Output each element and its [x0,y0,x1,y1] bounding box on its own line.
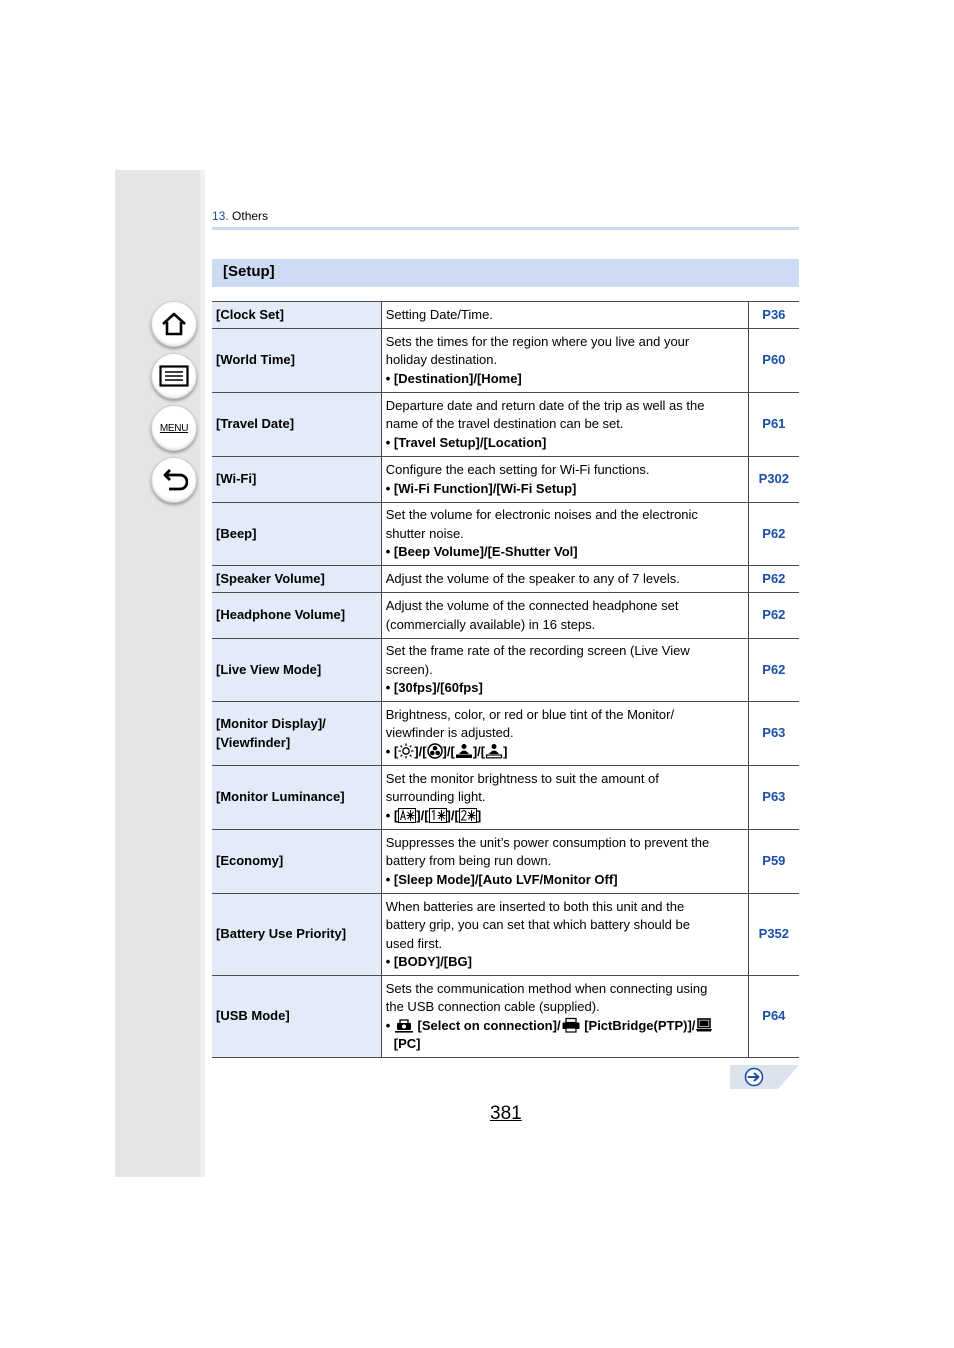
setting-name: [Clock Set] [212,302,381,329]
table-row [212,766,799,830]
page-link[interactable]: P302 [748,457,799,503]
setting-description [381,639,748,702]
page-link[interactable]: P352 [748,894,799,976]
table-row [212,830,799,894]
setting-description [381,702,748,766]
page-link[interactable]: P63 [748,702,799,766]
color-icon [427,743,443,759]
description-line: shutter noise. [385,525,464,541]
blue-tint-icon [485,743,503,759]
setting-name: [Beep] [212,503,381,566]
description-line: Brightness, color, or red or blue tint of the Monitor/ [385,706,675,722]
setting-options: • [Wi-Fi Function]/[Wi-Fi Setup] [385,480,577,496]
description-line: Set the volume for electronic noises and the electronic [385,507,698,523]
table-row [212,639,799,702]
setting-options: • [ ]/[ ]/[ ] [385,807,482,823]
options-text: [Destination]/[Home] [393,370,522,386]
setting-name: [Monitor Luminance] [212,766,381,830]
menu-icon: MENU [159,422,189,434]
description-line: surrounding light. [385,789,486,805]
setting-options: • [Sleep Mode]/[Auto LVF/Monitor Off] [385,871,618,887]
setting-name: [Wi-Fi] [212,457,381,503]
setting-name: [Headphone Volume] [212,593,381,639]
table-row [212,702,799,766]
setting-description [381,894,748,976]
page-link[interactable]: P62 [748,593,799,639]
home-button[interactable] [151,301,197,347]
chapter-title: Others [232,209,269,223]
options-text: [Travel Setup]/[Location] [393,434,547,450]
setting-description [381,503,748,566]
chapter-number: 13. [212,209,229,223]
description-line: the USB connection cable (supplied). [385,999,600,1014]
page-link[interactable]: P59 [748,830,799,894]
next-page-button[interactable] [730,1065,799,1089]
setting-options: • [Travel Setup]/[Location] [385,434,547,450]
page-link[interactable]: P60 [748,329,799,393]
options-text: [Sleep Mode]/[Auto LVF/Monitor Off] [393,871,618,887]
select-connection-icon [394,1017,414,1033]
setting-name: [USB Mode] [212,976,381,1058]
setting-name: [Travel Date] [212,393,381,457]
setup-table [212,301,799,1058]
back-button[interactable] [151,457,197,503]
description-line: used first. [385,935,443,951]
pc-icon [695,1017,713,1033]
setting-options: • [ ]/[ ]/[ ]/[ ] [385,743,508,759]
home-icon [160,311,188,337]
setting-description [381,566,748,593]
options-text: [30fps]/[60fps] [393,680,483,696]
auto-luminance-icon [398,808,416,823]
description-line: (commercially available) in 16 steps. [385,616,596,632]
setting-description [381,976,748,1058]
setting-name: [Speaker Volume] [212,566,381,593]
page-link[interactable]: P61 [748,393,799,457]
setting-description [381,593,748,639]
luminance-mode2-icon [459,808,477,823]
table-row [212,593,799,639]
setting-name: [Battery Use Priority] [212,894,381,976]
table-row [212,393,799,457]
pictbridge-printer-icon [561,1017,581,1033]
description-line: Adjust the volume of the speaker to any of 7 levels. [385,570,680,586]
description-line: When batteries are inserted to both this unit and the [385,898,685,914]
setting-description [381,830,748,894]
setting-description [381,393,748,457]
description-line: viewfinder is adjusted. [385,725,514,741]
setting-options: • [Destination]/[Home] [385,370,522,386]
page-link[interactable]: P62 [748,503,799,566]
setting-description [381,766,748,830]
table-row [212,503,799,566]
description-line: battery from being run down. [385,853,552,869]
description-line: Set the monitor brightness to suit the amount of [385,770,659,786]
setting-name [212,702,381,766]
options-text: [Wi-Fi Function]/[Wi-Fi Setup] [393,480,577,496]
table-row [212,566,799,593]
setting-options: • [30fps]/[60fps] [385,680,483,696]
setting-description [381,302,748,329]
setting-name-line: [Monitor Display]/ [216,716,326,731]
setting-description [381,329,748,393]
setting-name: [Live View Mode] [212,639,381,702]
header-divider [212,227,799,230]
sun-icon [398,743,414,759]
sidebar-edge [200,170,205,1177]
breadcrumb [212,209,268,223]
description-line: Departure date and return date of the trip as well as the [385,397,705,413]
setting-name-line: [Viewfinder] [216,734,291,750]
table-row [212,457,799,503]
description-line: Sets the communication method when connecting using [385,980,708,996]
usb-option-pictbridge: [PictBridge(PTP)]/ [584,1017,696,1033]
usb-option-pc: [PC] [393,1036,421,1051]
setting-name: [Economy] [212,830,381,894]
table-row [212,329,799,393]
usb-option-select: [Select on connection]/ [417,1017,561,1033]
menu-button[interactable] [151,405,197,451]
luminance-mode1-icon [429,808,447,823]
description-line: Sets the times for the region where you live and your [385,333,690,349]
description-line: Configure the each setting for Wi-Fi functions. [385,462,650,477]
page-link[interactable]: P36 [748,302,799,329]
page-link[interactable]: P64 [748,976,799,1058]
description-line: Set the frame rate of the recording screen (Live View [385,643,690,659]
table-row [212,302,799,329]
red-tint-icon [455,743,473,759]
page-link[interactable]: P63 [748,766,799,830]
description-line: screen). [385,661,433,677]
section-header [212,259,799,287]
description-line: Adjust the volume of the connected headphone set [385,598,679,613]
contents-button[interactable] [151,353,197,399]
description-line: Suppresses the unit’s power consumption to prevent the [385,834,710,850]
description-line: Setting Date/Time. [385,306,493,322]
table-row [212,894,799,976]
description-line: name of the travel destination can be set. [385,416,624,432]
page-link[interactable]: P62 [748,639,799,702]
page-link[interactable]: P62 [748,566,799,593]
back-arrow-icon [160,467,188,493]
setting-name: [World Time] [212,329,381,393]
setting-options: • [BODY]/[BG] [385,954,472,969]
description-line: holiday destination. [385,352,498,368]
next-page-arrow-icon [746,1069,763,1086]
table-row [212,976,799,1058]
options-text: [BODY]/[BG] [393,954,472,969]
page-number: 381 [490,1103,522,1124]
options-text: [Beep Volume]/[E-Shutter Vol] [393,544,578,560]
list-icon [159,365,189,387]
setting-description [381,457,748,503]
setting-options: • [Beep Volume]/[E-Shutter Vol] [385,544,578,560]
section-title: [Setup] [223,263,275,280]
setting-options: • [Select on connection]/ [PictBridge(PTP)]/ [PC] [386,1017,744,1054]
description-line: battery grip, you can set that which battery should be [385,917,690,932]
